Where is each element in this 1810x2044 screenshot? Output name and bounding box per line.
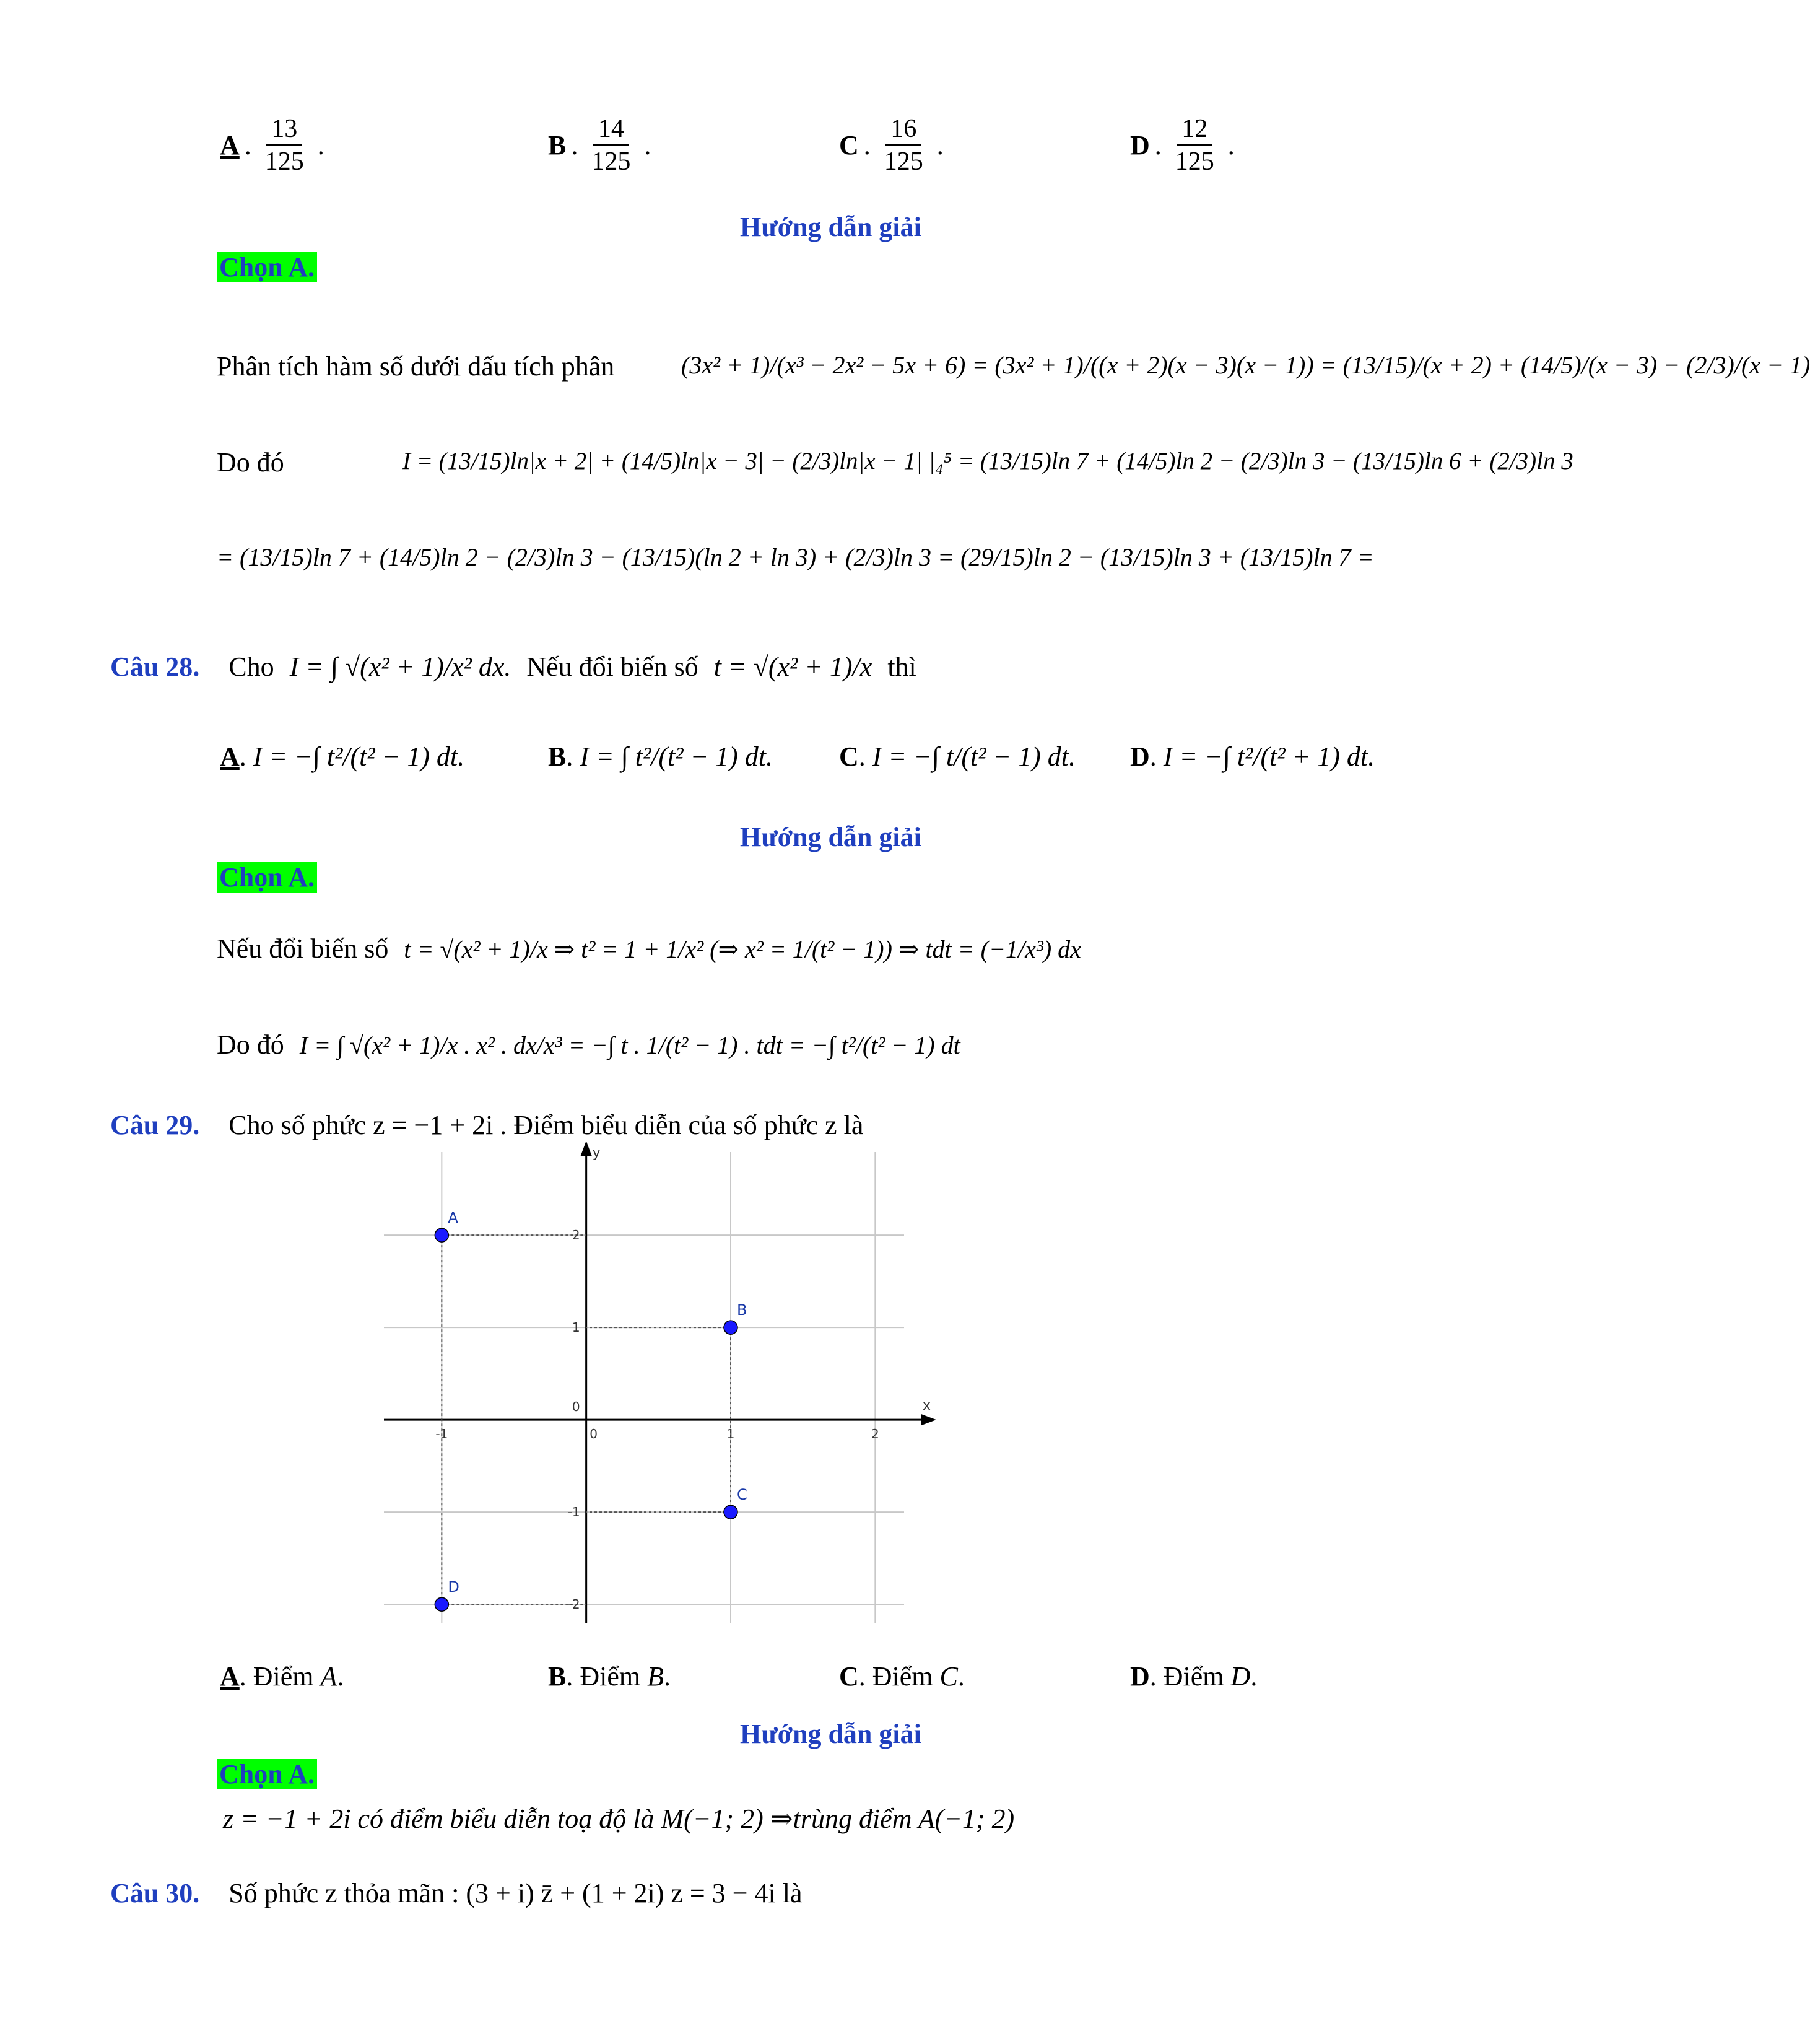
point-a: [435, 1228, 448, 1242]
fraction-numerator: 16: [885, 115, 921, 146]
option-letter: B: [548, 129, 567, 160]
option-letter: B: [548, 1661, 567, 1692]
question-label: Câu 29.: [110, 1110, 200, 1140]
option-text: Điểm: [1163, 1661, 1224, 1692]
point-label-a: A: [448, 1209, 458, 1227]
q27-answer: [217, 254, 317, 281]
point-label-b: B: [737, 1301, 747, 1319]
option-letter: B: [548, 741, 567, 772]
option-end: .: [957, 1661, 965, 1692]
option-letter: A: [220, 1661, 240, 1692]
option-letter: D: [1130, 129, 1150, 160]
option-letter: D: [1130, 741, 1150, 772]
y-tick-label: -1: [567, 1505, 580, 1520]
q28-option-b: B. I = ∫ t²/(t² − 1) dt.: [548, 741, 773, 772]
option-letter: C: [839, 741, 859, 772]
complex-plane-chart: [372, 1140, 941, 1635]
option-end: .: [664, 1661, 671, 1692]
option-expr: I = −∫ t²/(t² − 1) dt.: [253, 741, 465, 772]
fraction-denominator: 125: [884, 147, 923, 177]
q28-guide-title: Hướng dẫn giải: [740, 822, 921, 852]
x-tick-label: 0: [590, 1426, 598, 1442]
stem-middle: Nếu đổi biến số: [526, 652, 698, 682]
chart-axes: [384, 1141, 936, 1623]
stem-substitution: t = √(x² + 1)/x: [713, 652, 872, 682]
q29-stem: [110, 1112, 863, 1139]
q27-option-d: D . $\frac{12}{125}$ .: [1130, 115, 1235, 177]
x-axis-arrow: [921, 1414, 936, 1425]
q28-solution-line1: [217, 935, 1081, 963]
option-letter: C: [839, 1661, 859, 1692]
q28-answer: [217, 864, 317, 891]
y-tick-label: 1: [572, 1320, 580, 1335]
option-var: A: [320, 1661, 337, 1692]
q29-option-c: C. Điểm C.: [839, 1661, 965, 1692]
point-b: [724, 1321, 737, 1334]
point-d: [435, 1597, 448, 1611]
q27-option-a: A . $\frac{13}{125}$ .: [220, 115, 324, 177]
q27-option-b: B . $\frac{14}{125}$ .: [548, 115, 651, 177]
stem-text: Số phức z thỏa mãn : (3 + i) z̄ + (1 + 2i) z = 3 − 4i là: [228, 1878, 803, 1908]
y-axis-arrow: [581, 1141, 592, 1156]
q28-option-c: C. I = −∫ t/(t² − 1) dt.: [839, 741, 1076, 772]
option-text: Điểm: [872, 1661, 933, 1692]
solution-text: Do đó: [217, 1029, 284, 1060]
chart-grid: [384, 1152, 904, 1623]
y-tick-label: 0: [572, 1399, 580, 1415]
q27-solution-line2-math: I = (13/15)ln|x + 2| + (14/5)ln|x − 3| − (2/3)ln|x − 1| |₄⁵ = (13/15)ln 7 + (14/5)ln 2 − (2/3)ln 3 − (13/15)ln 6 + (2/3)ln 3: [402, 448, 1573, 474]
q29-solution-line1: z = −1 + 2i có điểm biểu diễn toạ độ là M(−1; 2) ⇒trùng điểm A(−1; 2): [223, 1804, 1015, 1834]
option-var: D: [1230, 1661, 1251, 1692]
q29-option-b: B. Điểm B.: [548, 1661, 671, 1692]
q29-option-a: A. Điểm A.: [220, 1661, 344, 1692]
answer-highlight: Chọn A.: [217, 252, 317, 282]
solution-text: Nếu đổi biến số: [217, 933, 389, 964]
option-expr: I = ∫ t²/(t² − 1) dt.: [580, 741, 773, 772]
option-end: .: [337, 1661, 344, 1692]
point-label-d: D: [448, 1578, 459, 1596]
q28-solution-line2: [217, 1031, 960, 1059]
fraction-denominator: 125: [591, 147, 631, 177]
option-expr: I = −∫ t/(t² − 1) dt.: [872, 741, 1076, 772]
option-text: Điểm: [253, 1661, 314, 1692]
q28-stem: [110, 653, 916, 681]
q28-option-a: A. I = −∫ t²/(t² − 1) dt.: [220, 741, 465, 772]
stem-suffix: thì: [887, 652, 916, 682]
y-tick-label: 2: [572, 1228, 580, 1243]
x-tick-label: 1: [726, 1426, 735, 1442]
stem-integral: I = ∫ √(x² + 1)/x² dx.: [289, 652, 511, 682]
question-label: Câu 30.: [110, 1878, 200, 1908]
x-tick-label: -1: [435, 1426, 448, 1442]
q27-solution-line1-text: Phân tích hàm số dưới dấu tích phân: [217, 351, 615, 382]
option-var: C: [939, 1661, 958, 1692]
stem-prefix: Cho: [228, 652, 274, 682]
solution-math: t = √(x² + 1)/x ⇒ t² = 1 + 1/x² (⇒ x² = 1/(t² − 1)) ⇒ tdt = (−1/x³) dx: [404, 935, 1081, 963]
q28-option-d: D. I = −∫ t²/(t² + 1) dt.: [1130, 741, 1375, 772]
q29-option-d: D. Điểm D.: [1130, 1661, 1258, 1692]
fraction-denominator: 125: [264, 147, 304, 177]
q29-answer: [217, 1761, 317, 1788]
q30-stem: [110, 1880, 803, 1907]
point-label-c: C: [737, 1486, 747, 1504]
q27-option-c: C . $\frac{16}{125}$ .: [839, 115, 944, 177]
q27-guide-title: Hướng dẫn giải: [740, 212, 921, 242]
x-tick-label: 2: [871, 1426, 879, 1442]
x-axis-label: x: [923, 1398, 931, 1414]
y-axis-label: y: [592, 1145, 601, 1161]
q29-guide-title: Hướng dẫn giải: [740, 1719, 921, 1749]
option-letter: C: [839, 129, 859, 160]
q27-solution-line3-math: = (13/15)ln 7 + (14/5)ln 2 − (2/3)ln 3 − (13/15)(ln 2 + ln 3) + (2/3)ln 3 = (29/15)ln 2 − (13/15)ln 3 + (13/15)ln 7 =: [217, 543, 1374, 571]
option-expr: I = −∫ t²/(t² + 1) dt.: [1163, 741, 1375, 772]
point-c: [724, 1505, 737, 1519]
option-end: .: [1250, 1661, 1258, 1692]
option-text: Điểm: [580, 1661, 641, 1692]
solution-math: I = ∫ √(x² + 1)/x . x² . dx/x³ = −∫ t . 1/(t² − 1) . tdt = −∫ t²/(t² − 1) dt: [299, 1031, 960, 1059]
option-letter: A: [220, 129, 240, 160]
stem-text: Cho số phức z = −1 + 2i . Điểm biểu diễn của số phức z là: [228, 1110, 864, 1140]
question-label: Câu 28.: [110, 652, 200, 682]
chart-points: [435, 1209, 747, 1611]
option-var: B: [647, 1661, 664, 1692]
fraction-numerator: 14: [593, 115, 629, 146]
answer-highlight: Chọn A.: [217, 862, 317, 893]
q27-solution-line1-math: (3x² + 1)/(x³ − 2x² − 5x + 6) = (3x² + 1)/((x + 2)(x − 3)(x − 1)) = (13/15)/(x + 2) + (14/5)/(x − 3) − (2/3)/(x − 1): [681, 351, 1810, 379]
fraction-numerator: 13: [266, 115, 302, 146]
fraction-denominator: 125: [1175, 147, 1214, 177]
answer-highlight: Chọn A.: [217, 1759, 317, 1789]
option-letter: A: [220, 741, 240, 772]
option-letter: D: [1130, 1661, 1150, 1692]
q27-solution-line2-text: Do đó: [217, 447, 284, 478]
y-tick-label: -2: [567, 1597, 580, 1612]
fraction-numerator: 12: [1177, 115, 1212, 146]
